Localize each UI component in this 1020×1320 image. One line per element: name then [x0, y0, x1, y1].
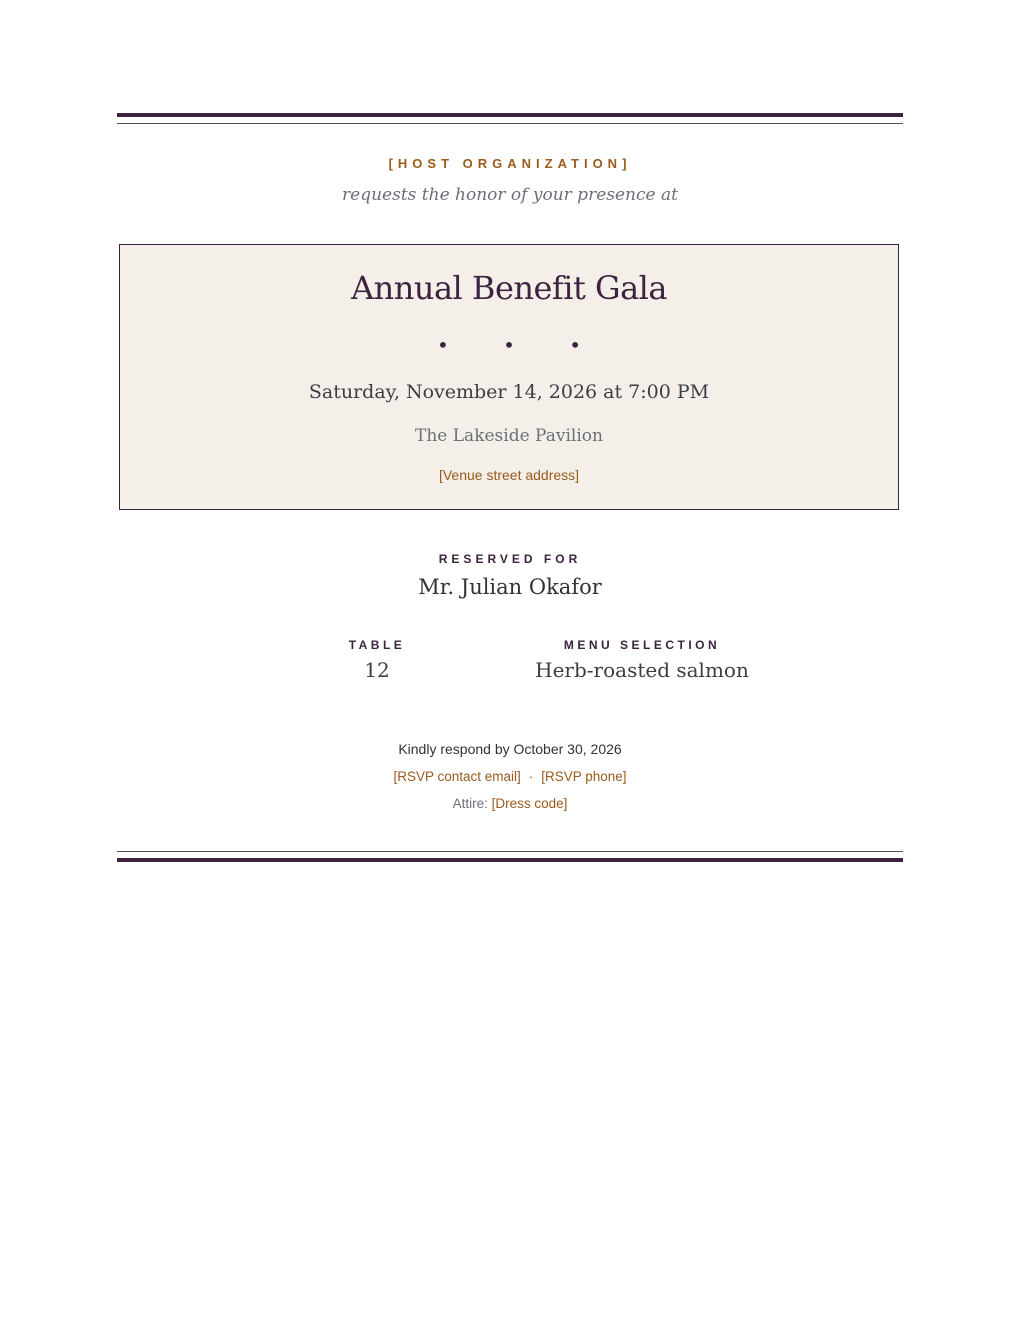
top-rule-thick [117, 113, 903, 117]
respond-by: Kindly respond by October 30, 2026 [398, 741, 622, 757]
event-address: [Venue street address] [438, 467, 580, 483]
attire-label: Attire: [452, 796, 488, 811]
rsvp-email: [RSVP contact email] [393, 769, 521, 784]
event-title: Annual Benefit Gala [351, 269, 667, 307]
event-datetime: Saturday, November 14, 2026 at 7:00 PM [308, 381, 710, 403]
bottom-rule-thin [117, 851, 903, 852]
table-value: 12 [364, 658, 390, 682]
table-label: TABLE [348, 638, 406, 652]
top-rule-thin [117, 123, 903, 124]
attire-value: [Dress code] [491, 796, 568, 811]
guest-name: Mr. Julian Okafor [418, 575, 602, 599]
rsvp-contact [0, 769, 1020, 784]
event-panel [119, 244, 899, 510]
event-venue: The Lakeside Pavilion [415, 426, 603, 446]
menu-detail [511, 638, 773, 682]
host-organization: [HOST ORGANIZATION] [388, 156, 632, 171]
rsvp-phone: [RSVP phone] [541, 769, 627, 784]
invitation-line: requests the honor of your presence at [342, 185, 678, 205]
reserved-for-label: RESERVED FOR [438, 552, 582, 566]
bottom-rule-thick [117, 858, 903, 862]
contact-separator: · [528, 769, 534, 784]
menu-label: MENU SELECTION [563, 638, 721, 652]
menu-value: Herb-roasted salmon [535, 658, 749, 682]
ornament-dots: • • • [436, 333, 606, 357]
attire-line [0, 796, 1020, 811]
table-detail [317, 638, 437, 682]
